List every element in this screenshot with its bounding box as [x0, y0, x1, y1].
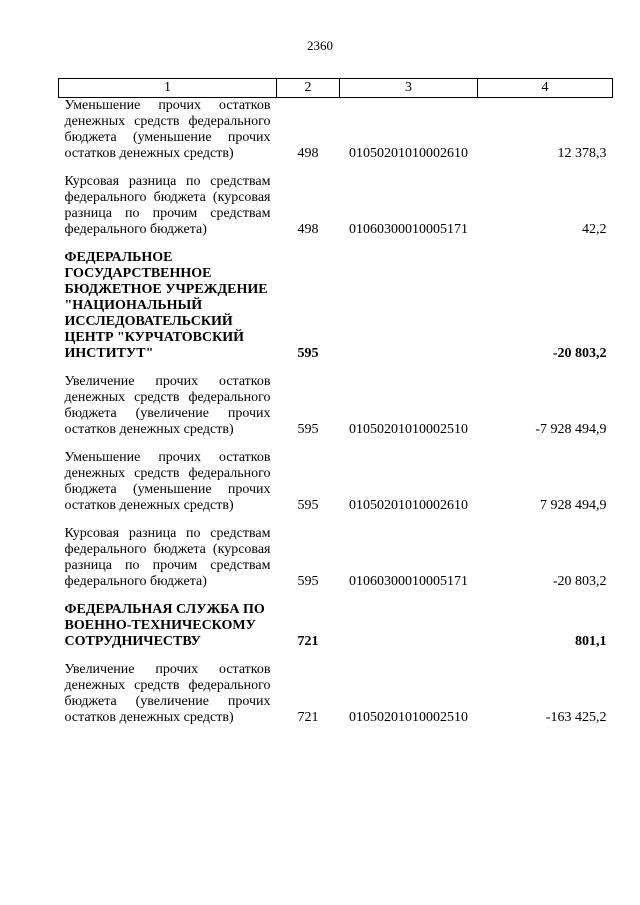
table-row	[59, 374, 613, 450]
row-admin-code: 721	[297, 634, 319, 649]
row-name: Уменьшение прочих остатков денежных средств федерального бюджета (уменьшение прочих остатков денежных средств)	[64, 98, 271, 161]
row-budget-code: 01050201010002610	[349, 498, 468, 513]
table-row	[59, 662, 613, 738]
row-admin-code: 721	[297, 710, 319, 725]
row-amount: 42,2	[582, 222, 607, 237]
row-name: Увеличение прочих остатков денежных средств федерального бюджета (увеличение прочих остатков денежных средств)	[64, 662, 271, 725]
row-budget-code	[340, 602, 478, 662]
row-admin-code: 498	[297, 222, 319, 237]
row-amount: -7 928 494,9	[535, 422, 607, 437]
table-row	[59, 98, 613, 175]
row-admin-code: 498	[297, 146, 319, 161]
row-budget-code: 01050201010002510	[349, 710, 468, 725]
table-row-organization	[59, 602, 613, 662]
row-budget-code: 01050201010002610	[349, 146, 468, 161]
row-name: Уменьшение прочих остатков денежных средств федерального бюджета (уменьшение прочих остатков денежных средств)	[64, 450, 271, 513]
row-budget-code: 01060300010005171	[349, 574, 468, 589]
row-budget-code	[340, 250, 478, 374]
row-name: Увеличение прочих остатков денежных средств федерального бюджета (увеличение прочих остатков денежных средств)	[64, 374, 271, 437]
budget-table	[58, 78, 613, 738]
row-amount: -163 425,2	[545, 710, 607, 725]
row-name: Курсовая разница по средствам федерального бюджета (курсовая разница по прочим средствам федерального бюджета)	[64, 174, 271, 237]
row-name: ФЕДЕРАЛЬНАЯ СЛУЖБА ПО ВОЕННО-ТЕХНИЧЕСКОМУ СОТРУДНИЧЕСТВУ	[64, 602, 265, 649]
column-header-3: 3	[340, 79, 478, 98]
row-name: Курсовая разница по средствам федерального бюджета (курсовая разница по прочим средствам федерального бюджета)	[64, 526, 271, 589]
row-amount: -20 803,2	[552, 574, 607, 589]
row-amount: -20 803,2	[552, 346, 607, 361]
table-row	[59, 174, 613, 250]
row-amount: 801,1	[575, 634, 607, 649]
column-header-4: 4	[478, 79, 613, 98]
row-admin-code: 595	[297, 574, 319, 589]
row-admin-code: 595	[297, 498, 319, 513]
column-number-row	[59, 79, 613, 98]
row-admin-code: 595	[297, 422, 319, 437]
row-amount: 7 928 494,9	[540, 498, 607, 513]
row-name: ФЕДЕРАЛЬНОЕ ГОСУДАРСТВЕННОЕ БЮДЖЕТНОЕ УЧРЕЖДЕНИЕ "НАЦИОНАЛЬНЫЙ ИССЛЕДОВАТЕЛЬСКИЙ ЦЕНТР "КУРЧАТОВСКИЙ ИНСТИТУТ"	[64, 250, 268, 361]
row-amount: 12 378,3	[557, 146, 607, 161]
table-row	[59, 450, 613, 526]
row-budget-code: 01060300010005171	[349, 222, 468, 237]
row-admin-code: 595	[297, 346, 319, 361]
row-budget-code: 01050201010002510	[349, 422, 468, 437]
page-number: 2360	[307, 38, 333, 53]
column-header-2: 2	[277, 79, 340, 98]
table-row	[59, 526, 613, 602]
column-header-1: 1	[59, 79, 277, 98]
table-row-organization	[59, 250, 613, 374]
